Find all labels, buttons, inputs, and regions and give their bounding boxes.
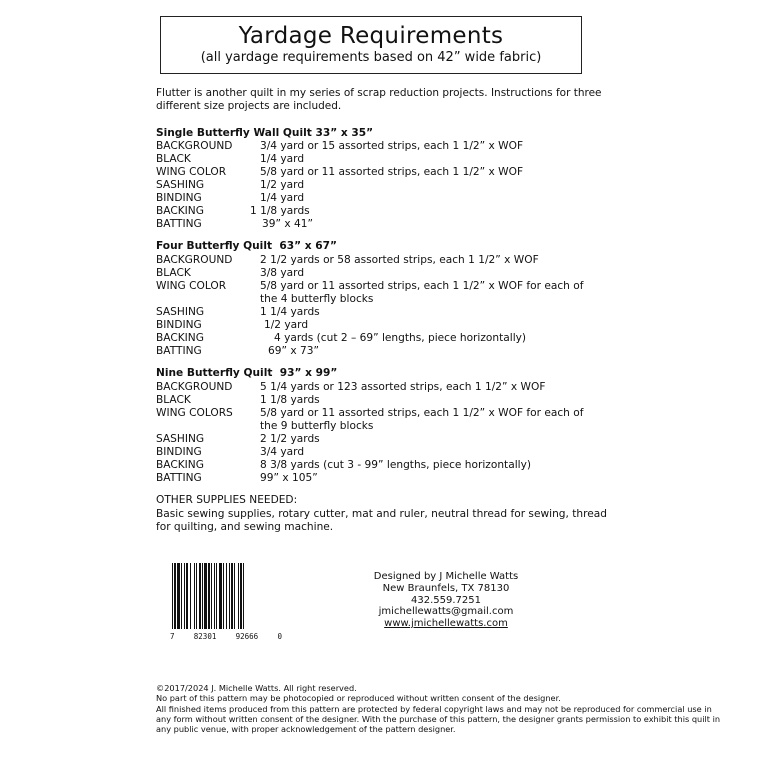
barcode: [170, 563, 282, 629]
item-value: 1 1/8 yards: [250, 205, 310, 217]
item-value: 1/2 yard: [260, 179, 305, 191]
section-title: Four Butterfly Quilt 63” x 67”: [156, 240, 338, 252]
barcode-bar: [202, 563, 203, 629]
designer-website-link[interactable]: www.jmichellewatts.com: [384, 618, 508, 630]
barcode-bar: [204, 563, 207, 629]
barcode-bar: [223, 563, 224, 629]
designer-name: Designed by J Michelle Watts: [373, 571, 519, 582]
barcode-bar: [196, 563, 197, 629]
barcode-bar: [243, 563, 244, 629]
title-box: [160, 16, 582, 74]
item-label: BINDING: [156, 446, 202, 458]
item-label: SASHING: [156, 306, 205, 318]
item-value: 5/8 yard or 11 assorted strips, each 1 1/2” x WOF for each of: [260, 407, 584, 419]
barcode-bar: [234, 563, 235, 629]
item-value: 5 1/4 yards or 123 assorted strips, each 1 1/2” x WOF: [260, 381, 546, 393]
item-value: 69” x 73”: [268, 345, 319, 357]
intro-paragraph: Flutter is another quilt in my series of scrap reduction projects. Instructions for three different size projects are included.: [156, 87, 602, 112]
item-label: BINDING: [156, 319, 202, 331]
barcode-bar: [211, 563, 212, 629]
section-title: Nine Butterfly Quilt 93” x 99”: [156, 367, 338, 379]
barcode-digit-group: 92666: [235, 632, 259, 641]
item-label: BACKING: [156, 205, 204, 217]
barcode-bar: [177, 563, 180, 629]
page-subtitle: (all yardage requirements based on 42” wide fabric): [200, 50, 542, 65]
item-value: 3/8 yard: [260, 267, 305, 279]
designer-phone: 432.559.7251: [411, 594, 481, 606]
barcode-bar: [174, 563, 176, 629]
item-label: WING COLOR: [156, 280, 227, 292]
item-label: BATTING: [156, 472, 202, 484]
barcode-bar: [172, 563, 173, 629]
item-label: BACKING: [156, 332, 204, 344]
copyright-line: No part of this pattern may be photocopied or reproduced without written consent of the designer.: [156, 693, 561, 704]
barcode-bar: [226, 563, 227, 629]
barcode-bar: [194, 563, 195, 629]
designer-info: [346, 571, 546, 630]
item-label: WING COLOR: [156, 166, 227, 178]
item-label: BACKGROUND: [156, 381, 233, 393]
barcode-bar: [214, 563, 215, 629]
copyright-notice: [156, 683, 726, 734]
barcode-digit-group: 7: [170, 632, 175, 641]
item-label: BLACK: [156, 267, 191, 279]
page-title: Yardage Requirements: [238, 23, 504, 49]
item-value: 4 yards (cut 2 – 69” lengths, piece horizontally): [274, 332, 527, 344]
barcode-bar: [190, 563, 191, 629]
item-value: 1/4 yard: [260, 192, 305, 204]
barcode-bar: [208, 563, 210, 629]
designer-location: New Braunfels, TX 78130: [382, 582, 510, 594]
supplies-text: Basic sewing supplies, rotary cutter, mat and ruler, neutral thread for sewing, thread for quilting, and sewing machine.: [156, 508, 607, 533]
item-label: WING COLORS: [156, 407, 233, 419]
barcode-bar: [219, 563, 222, 629]
barcode-bar: [229, 563, 230, 629]
barcode-bar: [216, 563, 217, 629]
item-value: 1/4 yard: [260, 153, 305, 165]
item-label: BLACK: [156, 153, 191, 165]
supplies-heading: OTHER SUPPLIES NEEDED:: [156, 494, 298, 506]
item-value: 2 1/2 yards: [260, 433, 320, 445]
item-value: 3/4 yard or 15 assorted strips, each 1 1/2” x WOF: [260, 140, 524, 152]
item-value: 1 1/4 yards: [260, 306, 320, 318]
item-label: BACKING: [156, 459, 204, 471]
barcode-bar: [240, 563, 242, 629]
item-value: the 4 butterfly blocks: [260, 293, 374, 305]
item-label: SASHING: [156, 179, 205, 191]
barcode-bar: [231, 563, 233, 629]
designer-email[interactable]: jmichellewatts@gmail.com: [378, 606, 514, 618]
item-value: 5/8 yard or 11 assorted strips, each 1 1/2” x WOF for each of: [260, 280, 584, 292]
item-label: BACKGROUND: [156, 140, 233, 152]
item-value: 3/4 yard: [260, 446, 305, 458]
item-value: 5/8 yard or 11 assorted strips, each 1 1/2” x WOF: [260, 166, 524, 178]
item-value: 1/2 yard: [264, 319, 309, 331]
item-label: BATTING: [156, 345, 202, 357]
item-value: the 9 butterfly blocks: [260, 420, 374, 432]
copyright-line: ©2017/2024 J. Michelle Watts. All right reserved.: [156, 683, 357, 693]
item-value: 99” x 105”: [260, 472, 318, 484]
barcode-number: [170, 632, 282, 641]
barcode-bar: [181, 563, 182, 629]
item-value: 39” x 41”: [262, 218, 313, 230]
barcode-digit-group: 82301: [193, 632, 217, 641]
section-title: Single Butterfly Wall Quilt 33” x 35”: [156, 127, 374, 139]
barcode-digit-group: 0: [277, 632, 282, 641]
barcode-bar: [238, 563, 239, 629]
item-value: 8 3/8 yards (cut 3 - 99” lengths, piece horizontally): [260, 459, 531, 471]
item-label: BINDING: [156, 192, 202, 204]
item-label: SASHING: [156, 433, 205, 445]
item-label: BACKGROUND: [156, 254, 233, 266]
item-label: BLACK: [156, 394, 191, 406]
barcode-bar: [186, 563, 188, 629]
barcode-bar: [184, 563, 185, 629]
barcode-bar: [199, 563, 201, 629]
barcode-graphic: [170, 563, 282, 629]
item-value: 1 1/8 yards: [260, 394, 320, 406]
item-label: BATTING: [156, 218, 202, 230]
item-value: 2 1/2 yards or 58 assorted strips, each 1 1/2” x WOF: [260, 254, 539, 266]
copyright-line: All finished items produced from this pattern are protected by federal copyright laws and may not be reproduced for commercial use in any form without written consent of the designer. With the purchase of this pattern, the designer grants permission to exhibit this quilt in any public venue, with proper acknowledgement of the pattern designer.: [156, 703, 721, 735]
